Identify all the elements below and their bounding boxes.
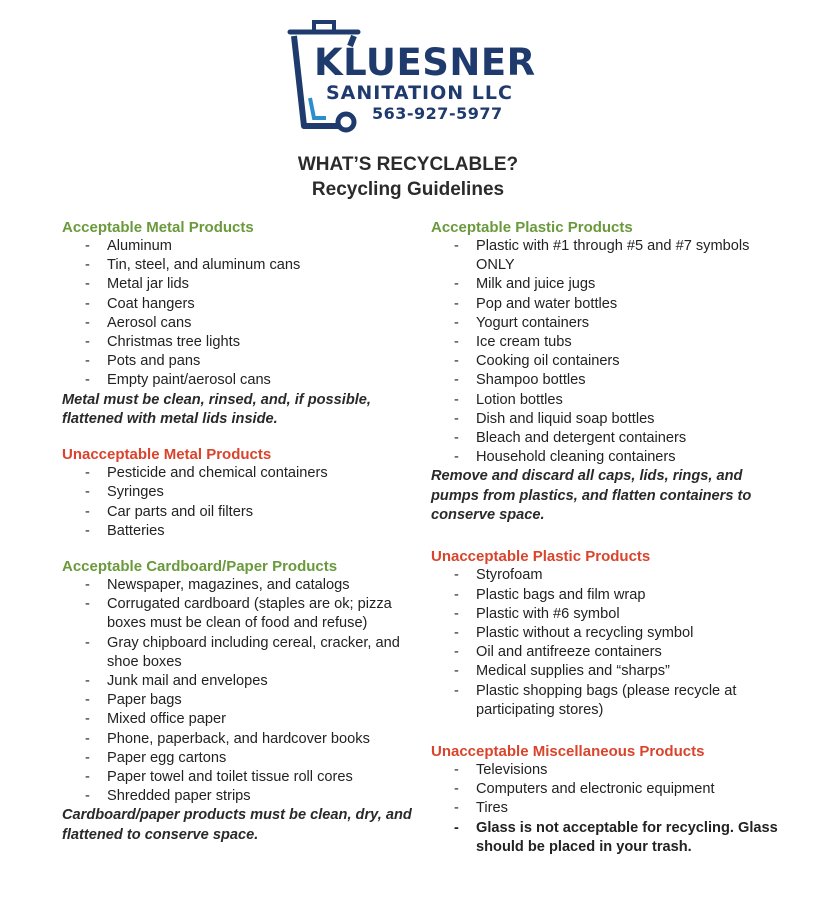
company-name: KLUESNER — [314, 41, 536, 84]
section-note: Remove and discard all caps, lids, rings, and pumps from plastics, and flatten containers to conserve space. — [431, 468, 752, 524]
list-item: - Plastic with #1 through #5 and #7 symbols ONLY — [431, 237, 791, 275]
list-item: - Televisions — [431, 761, 791, 780]
list-item: - Paper towel and toilet tissue roll cores — [62, 768, 422, 787]
right-column — [431, 218, 791, 873]
list-item: - Aerosol cans — [62, 314, 422, 333]
list-item: - Yogurt containers — [431, 314, 791, 333]
item-list — [431, 566, 791, 720]
list-item: - Bleach and detergent containers — [431, 429, 791, 448]
company-subtitle: SANITATION LLC — [326, 82, 513, 104]
item-list — [62, 464, 422, 541]
list-item: - Household cleaning containers — [431, 448, 791, 467]
unacceptable-plastic-section — [431, 547, 791, 720]
list-item: - Phone, paperback, and hardcover books — [62, 730, 422, 749]
list-item: - Newspaper, magazines, and catalogs — [62, 576, 422, 595]
list-item: - Shredded paper strips — [62, 787, 422, 806]
section-heading: Unacceptable Miscellaneous Products — [431, 742, 705, 760]
list-item: - Car parts and oil filters — [62, 503, 422, 522]
item-list — [62, 237, 422, 391]
list-item: - Glass is not acceptable for recycling. Glass should be placed in your trash. — [431, 819, 791, 857]
unacceptable-misc-section — [431, 742, 791, 857]
list-item: - Christmas tree lights — [62, 333, 422, 352]
list-item: - Pots and pans — [62, 352, 422, 371]
list-item: - Cooking oil containers — [431, 352, 791, 371]
list-item: - Junk mail and envelopes — [62, 672, 422, 691]
list-item: - Plastic bags and film wrap — [431, 586, 791, 605]
list-item: - Aluminum — [62, 237, 422, 256]
list-item: - Gray chipboard including cereal, cracker, and shoe boxes — [62, 634, 422, 672]
list-item: - Pop and water bottles — [431, 295, 791, 314]
item-list — [431, 237, 791, 467]
page-title: WHAT’S RECYCLABLE? — [297, 154, 519, 175]
list-item: - Batteries — [62, 522, 422, 541]
section-heading: Unacceptable Metal Products — [62, 446, 272, 464]
list-item: - Lotion bottles — [431, 391, 791, 410]
section-heading: Unacceptable Plastic Products — [431, 548, 651, 566]
section-note: Cardboard/paper products must be clean, dry, and flattened to conserve space. — [62, 807, 412, 843]
list-item: - Tires — [431, 799, 791, 818]
section-heading: Acceptable Plastic Products — [431, 219, 633, 236]
list-item: - Shampoo bottles — [431, 371, 791, 390]
list-item: - Plastic with #6 symbol — [431, 605, 791, 624]
list-item: - Metal jar lids — [62, 275, 422, 294]
list-item: - Medical supplies and “sharps” — [431, 662, 791, 681]
list-item: - Plastic shopping bags (please recycle at participating stores) — [431, 682, 791, 720]
list-item: - Computers and electronic equipment — [431, 780, 791, 799]
list-item: - Ice cream tubs — [431, 333, 791, 352]
list-item: - Dish and liquid soap bottles — [431, 410, 791, 429]
left-column — [62, 218, 422, 861]
section-heading: Acceptable Metal Products — [62, 219, 254, 236]
list-item: - Milk and juice jugs — [431, 275, 791, 294]
section-note: Metal must be clean, rinsed, and, if possible, flattened with metal lids inside. — [62, 391, 371, 427]
list-item: - Empty paint/aerosol cans — [62, 371, 422, 390]
list-item: - Pesticide and chemical containers — [62, 464, 422, 483]
list-item: - Paper egg cartons — [62, 749, 422, 768]
acceptable-metal-section — [62, 218, 422, 429]
list-item: - Corrugated cardboard (staples are ok; pizza boxes must be clean of food and refuse) — [62, 595, 422, 633]
item-list — [431, 761, 791, 857]
acceptable-plastic-section — [431, 218, 791, 525]
company-phone: 563-927-5977 — [372, 104, 503, 123]
list-item: - Paper bags — [62, 691, 422, 710]
item-list — [62, 576, 422, 806]
list-item: - Mixed office paper — [62, 710, 422, 729]
section-heading: Acceptable Cardboard/Paper Products — [62, 558, 338, 576]
list-item: - Plastic without a recycling symbol — [431, 624, 791, 643]
list-item: - Oil and antifreeze containers — [431, 643, 791, 662]
list-item: - Coat hangers — [62, 295, 422, 314]
acceptable-paper-section — [62, 557, 422, 845]
page-subtitle: Recycling Guidelines — [311, 179, 505, 200]
unacceptable-metal-section — [62, 445, 422, 541]
list-item: - Syringes — [62, 483, 422, 502]
list-item: - Tin, steel, and aluminum cans — [62, 256, 422, 275]
list-item: - Styrofoam — [431, 566, 791, 585]
kluesner-logo — [284, 18, 534, 138]
